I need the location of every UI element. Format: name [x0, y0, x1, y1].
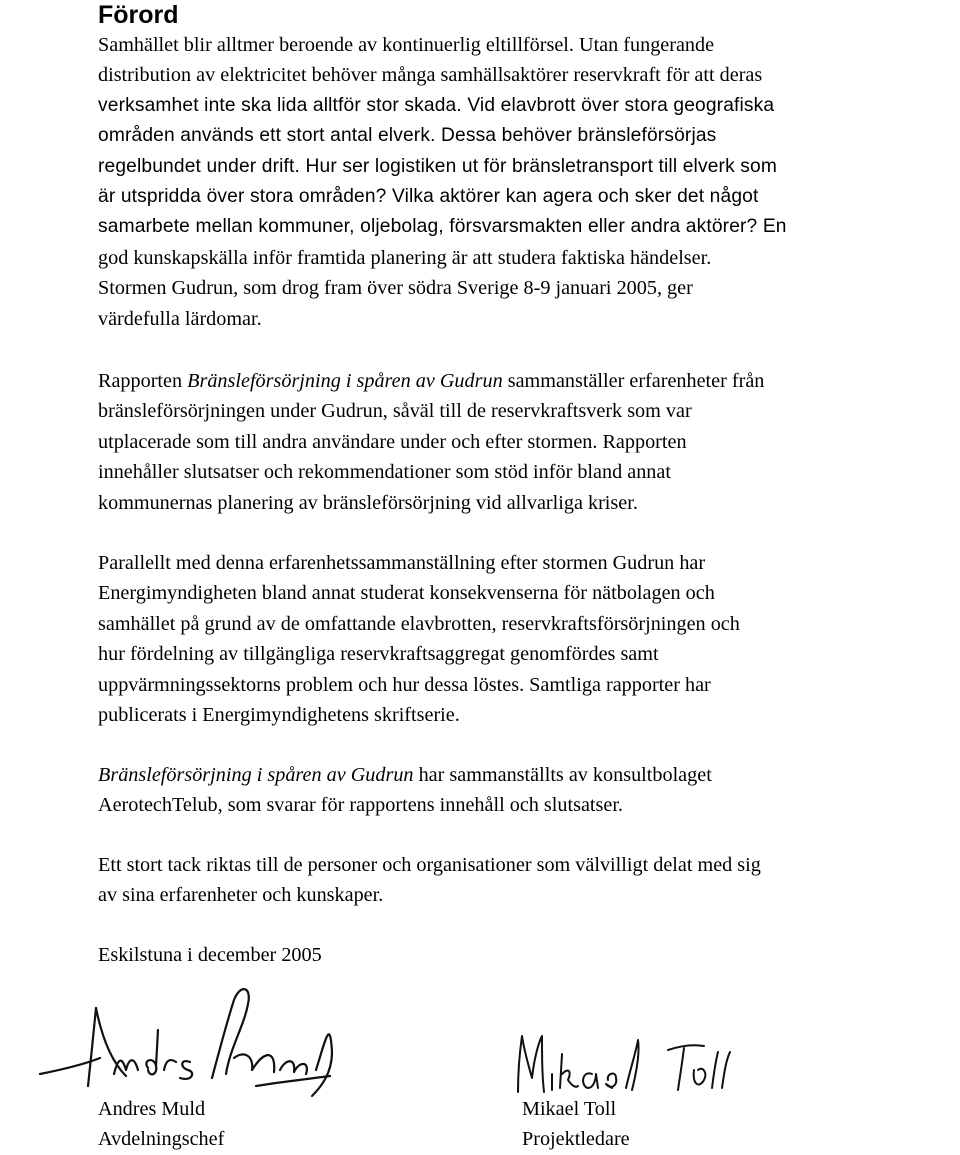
signatory-mikael-toll [522, 1094, 630, 1155]
signatory-name: Andres Muld [98, 1098, 206, 1120]
paragraph-line: samarbete mellan kommuner, oljebolag, försvarsmakten eller andra aktörer? En [98, 216, 787, 238]
paragraph-line: uppvärmningssektorns problem och hur dessa löstes. Samtliga rapporter har [98, 673, 711, 696]
paragraph-line: Samhället blir alltmer beroende av kontinuerlig eltillförsel. Utan fungerande [98, 34, 715, 56]
paragraph-line: AerotechTelub, som svarar för rapportens innehåll och slutsatser. [98, 794, 623, 817]
signatory-role: Avdelningschef [98, 1128, 225, 1151]
report-title: Bränsleförsörjning i spåren av Gudrun [98, 764, 414, 786]
paragraph-line: distribution av elektricitet behöver många samhällsaktörer reservkraft för att deras [98, 64, 763, 87]
report-title: Bränsleförsörjning i spåren av Gudrun [187, 370, 503, 392]
paragraph-line: Ett stort tack riktas till de personer och organisationer som välvilligt delat med sig [98, 854, 761, 876]
paragraph-line: publicerats i Energimyndighetens skriftserie. [98, 704, 460, 727]
text-run: sammanställer erfarenheter från [502, 370, 765, 392]
paragraph-line: hur fördelning av tillgängliga reservkraftsaggregat genomfördes samt [98, 643, 659, 666]
paragraph-report [98, 366, 960, 518]
paragraph-thanks [98, 850, 960, 911]
paragraph-line: verksamhet inte ska lida alltför stor skada. Vid elavbrott över stora geografiska [98, 94, 775, 116]
signatory-name: Mikael Toll [522, 1098, 617, 1120]
place-date-text: Eskilstuna i december 2005 [98, 944, 322, 966]
paragraph-line: utplacerade som till andra användare under och efter stormen. Rapporten [98, 430, 687, 453]
paragraph-consultant [98, 760, 960, 821]
place-date [98, 940, 960, 970]
paragraph-line: är utspridda över stora områden? Vilka aktörer kan agera och sker det något [98, 186, 759, 208]
text-run: har sammanställts av konsultbolaget [413, 764, 712, 786]
page-title: Förord [98, 1, 179, 29]
paragraph-line: Parallellt med denna erfarenhetssammanställning efter stormen Gudrun har [98, 552, 706, 574]
paragraph-line: Stormen Gudrun, som drog fram över södra Sverige 8-9 januari 2005, ger [98, 277, 693, 300]
paragraph-line: värdefulla lärdomar. [98, 307, 262, 330]
signatory-andres-muld [98, 1094, 224, 1155]
paragraph-parallel [98, 548, 960, 730]
paragraph-line: kommunernas planering av bränsleförsörjning vid allvarliga kriser. [98, 491, 638, 514]
paragraph-line: områden används ett stort antal elverk. Dessa behöver bränsleförsörjas [98, 125, 717, 147]
paragraph-line: regelbundet under drift. Hur ser logistiken ut för bränsletransport till elverk som [98, 155, 777, 177]
paragraph-line: av sina erfarenheter och kunskaper. [98, 884, 384, 907]
signature-andres-muld [30, 978, 360, 1103]
paragraph-line [98, 760, 960, 790]
paragraph-line: Energimyndigheten bland annat studerat konsekvenserna för nätbolagen och [98, 582, 715, 605]
paragraph-line: god kunskapskälla inför framtida planering är att studera faktiska händelser. [98, 246, 712, 269]
paragraph-line: bränsleförsörjningen under Gudrun, såväl till de reservkraftsverk som var [98, 400, 692, 423]
handwritten-signature [30, 978, 360, 1103]
paragraph-line: innehåller slutsatser och rekommendationer som stöd inför bland annat [98, 461, 671, 484]
signatory-role: Projektledare [522, 1128, 630, 1151]
paragraph-intro [98, 30, 960, 334]
paragraph-line: samhället på grund av de omfattande elavbrotten, reservkraftsförsörjningen och [98, 612, 740, 635]
text-run: Rapporten [98, 370, 188, 392]
paragraph-line [98, 366, 960, 396]
